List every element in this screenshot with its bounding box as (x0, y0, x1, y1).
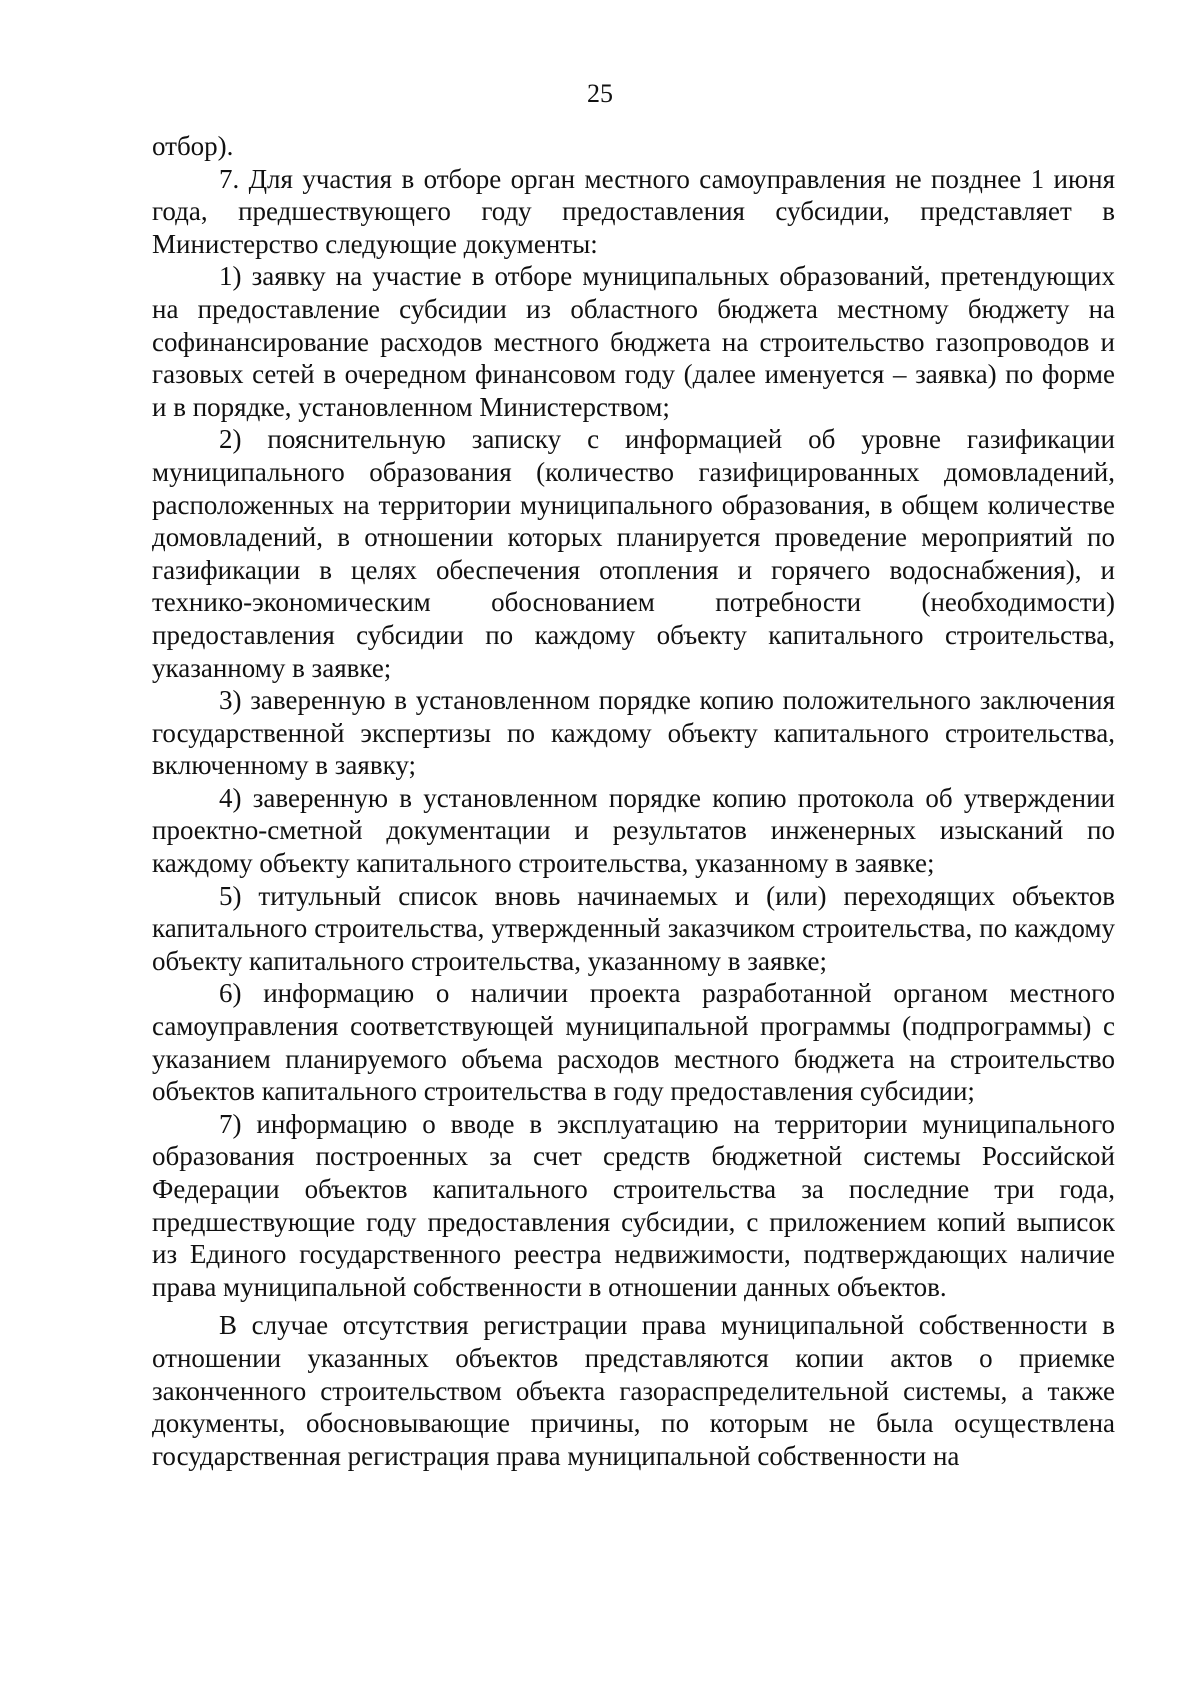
list-item-4: 4) заверенную в установленном порядке копию протокола об утверждении проектно-сметной документации и результатов инженерных изысканий по каждому объекту капитального строительства, указанному в заявке; (152, 782, 1115, 879)
paragraph-continuation: отбор). (152, 131, 234, 161)
document-body (152, 130, 1115, 1472)
list-item-2: 2) пояснительную записку с информацией об уровне газификации муниципального образования (количество газифицированных домовладений, расположенных на территории муниципального образования, в общем количестве домовладений, в отношении которых планируется проведение мероприятий по газификации в целях обеспечения отопления и горячего водоснабжения), и технико-экономическим обоснованием потребности (необходимости) предоставления субсидии по каждому объекту капитального строительства, указанному в заявке; (152, 424, 1115, 683)
list-item-5: 5) титульный список вновь начинаемых и (или) переходящих объектов капитального строительства, утвержденный заказчиком строительства, по каждому объекту капитального строительства, указанному в заявке; (152, 880, 1115, 976)
list-item-3: 3) заверенную в установленном порядке копию положительного заключения государственной экспертизы по каждому объекту капитального строительства, включенному в заявку; (152, 685, 1115, 781)
page-number: 25 (587, 79, 613, 108)
list-item-1: 1) заявку на участие в отборе муниципальных образований, претендующих на предоставление субсидии из областного бюджета местному бюджету на софинансирование расходов местного бюджета на строительство газопроводов и газовых сетей в очередном финансовом году (далее именуется – заявка) по форме и в порядке, установленном Министерством; (152, 261, 1115, 422)
list-item-7: 7) информацию о вводе в эксплуатацию на территории муниципального образования построенных за счет средств бюджетной системы Российской Федерации объектов капитального строительства за последние три года, предшествующие году предоставления субсидии, с приложением копий выписок из Единого государственного реестра недвижимости, подтверждающих наличие права муниципальной собственности в отношении данных объектов. (152, 1108, 1115, 1302)
paragraph-item-7: 7. Для участия в отборе орган местного самоуправления не позднее 1 июня года, предшествующего году предоставления субсидии, представляет в Министерство следующие документы: (152, 163, 1115, 259)
list-item-6: 6) информацию о наличии проекта разработанной органом местного самоуправления соответствующей муниципальной программы (подпрограммы) с указанием планируемого объема расходов местного бюджета на строительство объектов капитального строительства в году предоставления субсидии; (152, 978, 1115, 1107)
paragraph-registration: В случае отсутствия регистрации права муниципальной собственности в отношении указанных объектов представляются копии актов о приемке законченного строительством объекта газораспределительной системы, а также документы, обосновывающие причины, по которым не была осуществлена государственная регистрация права муниципальной собственности на (152, 1310, 1115, 1471)
